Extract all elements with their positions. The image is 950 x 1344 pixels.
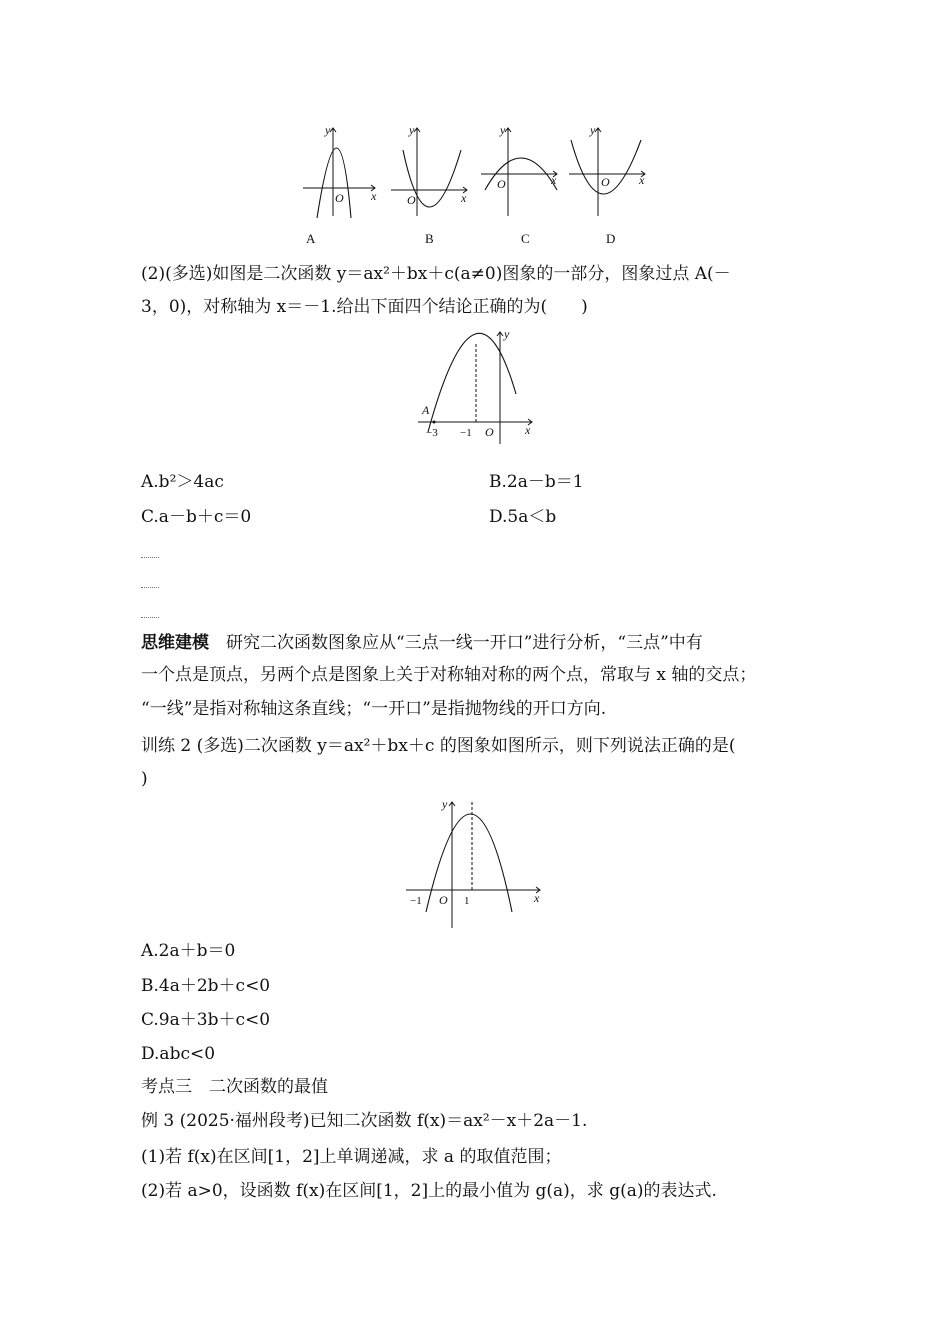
- question2-line1: (2)(多选)如图是二次函数 y＝ax²＋bx＋c(a≠0)图象的一部分，图象过点 A(－: [141, 264, 731, 284]
- training2-option-a: A.2a＋b＝0: [141, 941, 236, 961]
- modeling-title: 思维建模: [141, 633, 209, 653]
- graph-label-a: A: [306, 231, 316, 246]
- tick-neg1: −1: [460, 427, 472, 439]
- option-graphs-figure: [295, 118, 655, 250]
- tick-1: 1: [464, 895, 470, 907]
- section3-title: 考点三 二次函数的最值: [141, 1077, 328, 1097]
- tick-neg1: −1: [410, 895, 422, 907]
- axis-x-label: x: [534, 891, 540, 905]
- answer-blank-line: [141, 617, 159, 618]
- training2-line1: 训练 2 (多选)二次函数 y＝ax²＋bx＋c 的图象如图所示，则下列说法正确的是(: [141, 736, 736, 756]
- graph-label-c: C: [521, 231, 530, 246]
- example3-part2: (2)若 a>0，设函数 f(x)在区间[1，2]上的最小值为 g(a)，求 g(a)的表达式.: [141, 1181, 717, 1201]
- training2-figure: [402, 796, 552, 932]
- training2-line2: ): [141, 769, 148, 789]
- training2-option-b: B.4a＋2b＋c<0: [141, 976, 271, 996]
- graph-label-d: D: [606, 231, 616, 246]
- modeling-line1: [141, 631, 703, 655]
- axis-y-label: y: [442, 797, 448, 811]
- axis-y-label: y: [325, 123, 331, 137]
- question2-option-d: D.5a＜b: [489, 507, 557, 527]
- point-a-label: A: [422, 403, 430, 417]
- axis-x-label: x: [639, 173, 645, 187]
- question2-option-b: B.2a－b＝1: [489, 472, 584, 492]
- origin-label: O: [335, 191, 344, 205]
- axis-x-label: x: [551, 173, 557, 187]
- axis-x-label: x: [525, 423, 531, 437]
- origin-label: O: [485, 425, 494, 439]
- graph-d: [569, 123, 645, 246]
- axis-y-label: y: [500, 123, 506, 137]
- question2-option-c: C.a－b＋c＝0: [141, 507, 252, 527]
- origin-label: O: [497, 177, 506, 191]
- modeling-line2: 一个点是顶点，另两个点是图象上关于对称轴对称的两个点，常取与 x 轴的交点；: [141, 665, 757, 685]
- axis-y-label: y: [504, 327, 510, 341]
- graph-c: [481, 123, 557, 246]
- axis-x-label: x: [371, 189, 377, 203]
- question2-line2: 3，0)，对称轴为 x＝－1.给出下面四个结论正确的为( ): [141, 297, 588, 317]
- axis-y-label: y: [409, 123, 415, 137]
- tick-neg3: −3: [426, 427, 438, 439]
- modeling-line3: “一线”是指对称轴这条直线；“一开口”是指抛物线的开口方向.: [141, 699, 607, 719]
- graph-a: [303, 123, 377, 246]
- axis-y-label: y: [590, 123, 596, 137]
- origin-label: O: [439, 893, 448, 907]
- example3-part1: (1)若 f(x)在区间[1，2]上单调递减，求 a 的取值范围；: [141, 1147, 562, 1167]
- question2-figure: [412, 326, 542, 448]
- origin-label: O: [407, 193, 416, 207]
- answer-blank-line: [141, 557, 159, 558]
- graph-b: [391, 123, 467, 246]
- example3-statement: 例 3 (2025·福州段考)已知二次函数 f(x)＝ax²－x＋2a－1.: [141, 1111, 588, 1131]
- graph-label-b: B: [425, 231, 434, 246]
- origin-label: O: [601, 175, 610, 189]
- modeling-text1: 研究二次函数图象应从“三点一线一开口”进行分析，“三点”中有: [226, 633, 703, 653]
- axis-x-label: x: [461, 191, 467, 205]
- training2-option-d: D.abc<0: [141, 1044, 216, 1064]
- answer-blank-line: [141, 587, 159, 588]
- training2-option-c: C.9a＋3b＋c<0: [141, 1010, 271, 1030]
- question2-option-a: A.b²＞4ac: [141, 472, 224, 492]
